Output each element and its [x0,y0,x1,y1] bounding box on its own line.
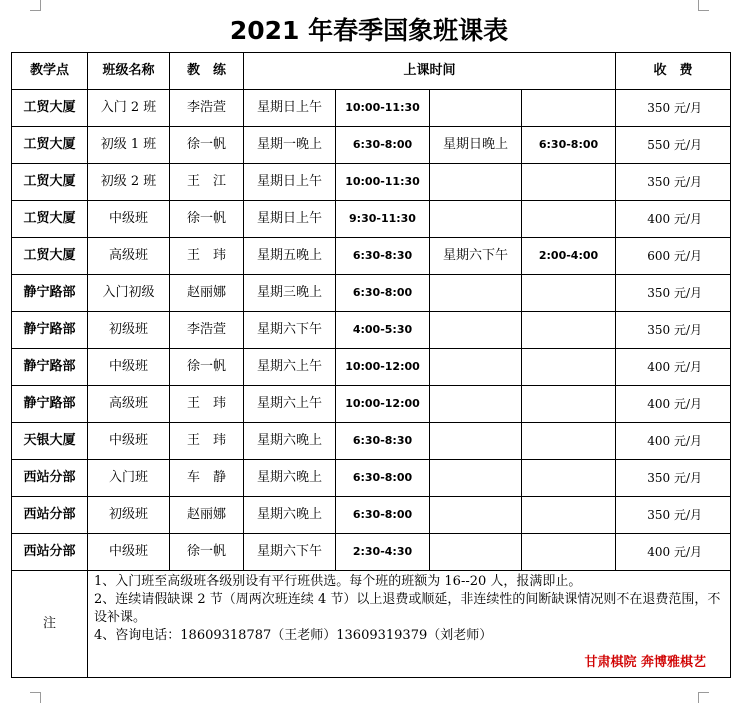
cell-day-1: 星期日上午 [244,90,336,127]
cell-class-name: 中级班 [88,201,170,238]
cell-time-1: 10:00-11:30 [336,164,430,201]
cell-day-1: 星期五晚上 [244,238,336,275]
cell-day-1: 星期六晚上 [244,497,336,534]
cell-time-1: 10:00-11:30 [336,90,430,127]
cell-coach: 王 江 [170,164,244,201]
page-corner-mark-top-right [698,0,709,11]
cell-day-1: 星期三晚上 [244,275,336,312]
cell-site: 工贸大厦 [12,238,88,275]
cell-time-1: 6:30-8:00 [336,275,430,312]
page-corner-mark-top-left [30,0,41,11]
cell-day-1: 星期六上午 [244,349,336,386]
table-row [12,423,731,460]
cell-class-name: 初级班 [88,312,170,349]
cell-site: 工贸大厦 [12,127,88,164]
cell-coach: 徐一帆 [170,349,244,386]
cell-coach: 王 玮 [170,386,244,423]
cell-time-2 [522,460,616,497]
cell-time-2 [522,275,616,312]
cell-day-2 [430,90,522,127]
cell-day-2 [430,460,522,497]
cell-time-2 [522,164,616,201]
cell-coach: 徐一帆 [170,534,244,571]
header-schedule: 上课时间 [244,53,616,90]
cell-site: 西站分部 [12,534,88,571]
table-row [12,90,731,127]
cell-coach: 徐一帆 [170,201,244,238]
cell-class-name: 入门班 [88,460,170,497]
header-site: 教学点 [12,53,88,90]
cell-class-name: 中级班 [88,534,170,571]
cell-time-1: 10:00-12:00 [336,349,430,386]
cell-class-name: 初级 1 班 [88,127,170,164]
cell-day-2 [430,423,522,460]
cell-coach: 王 玮 [170,423,244,460]
cell-time-2: 2:00-4:00 [522,238,616,275]
cell-coach: 徐一帆 [170,127,244,164]
cell-day-1: 星期六晚上 [244,423,336,460]
table-row [12,312,731,349]
cell-class-name: 入门 2 班 [88,90,170,127]
cell-fee: 400 元/月 [616,534,731,571]
cell-day-2 [430,349,522,386]
schedule-table [11,52,731,678]
cell-fee: 400 元/月 [616,423,731,460]
cell-site: 工贸大厦 [12,201,88,238]
cell-coach: 车 静 [170,460,244,497]
cell-day-1: 星期六下午 [244,312,336,349]
cell-fee: 400 元/月 [616,201,731,238]
table-row [12,460,731,497]
cell-fee: 400 元/月 [616,386,731,423]
table-row [12,497,731,534]
cell-day-2 [430,164,522,201]
cell-class-name: 中级班 [88,423,170,460]
cell-fee: 350 元/月 [616,460,731,497]
cell-class-name: 中级班 [88,349,170,386]
cell-site: 天银大厦 [12,423,88,460]
cell-time-1: 6:30-8:00 [336,460,430,497]
cell-site: 静宁路部 [12,312,88,349]
cell-time-2 [522,90,616,127]
cell-day-1: 星期日上午 [244,201,336,238]
cell-fee: 600 元/月 [616,238,731,275]
cell-time-2 [522,201,616,238]
notes-label: 注 [12,571,88,678]
cell-coach: 王 玮 [170,238,244,275]
table-row [12,349,731,386]
cell-fee: 350 元/月 [616,497,731,534]
cell-coach: 赵丽娜 [170,497,244,534]
cell-day-2 [430,201,522,238]
header-coach: 教 练 [170,53,244,90]
cell-time-1: 6:30-8:30 [336,423,430,460]
cell-time-2 [522,497,616,534]
cell-coach: 李浩萱 [170,90,244,127]
cell-time-1: 6:30-8:00 [336,497,430,534]
cell-site: 静宁路部 [12,349,88,386]
cell-site: 静宁路部 [12,275,88,312]
cell-day-1: 星期六上午 [244,386,336,423]
table-row [12,201,731,238]
cell-class-name: 高级班 [88,386,170,423]
cell-site: 工贸大厦 [12,164,88,201]
header-class-name: 班级名称 [88,53,170,90]
notes-row [12,571,731,678]
cell-fee: 550 元/月 [616,127,731,164]
cell-time-1: 10:00-12:00 [336,386,430,423]
cell-time-2 [522,312,616,349]
cell-site: 西站分部 [12,497,88,534]
cell-time-1: 6:30-8:30 [336,238,430,275]
cell-class-name: 入门初级 [88,275,170,312]
note-line-2: 2、连续请假缺课 2 节（周两次班连续 4 节）以上退费或顺延，非连续性的间断缺课情况则不在退费范围，不设补课。 [94,592,721,625]
cell-time-2 [522,534,616,571]
page-title: 2021 年春季国象班课表 [229,16,509,45]
cell-day-1: 星期六下午 [244,534,336,571]
cell-site: 静宁路部 [12,386,88,423]
cell-class-name: 初级班 [88,497,170,534]
table-row [12,238,731,275]
cell-fee: 350 元/月 [616,275,731,312]
cell-fee: 400 元/月 [616,349,731,386]
cell-time-2 [522,423,616,460]
note-line-1: 1、入门班至高级班各级别设有平行班供选。每个班的班额为 16--20 人，报满即止。 [94,574,582,589]
table-row [12,386,731,423]
cell-coach: 赵丽娜 [170,275,244,312]
page-corner-mark-bottom-right [698,692,709,703]
table-row [12,534,731,571]
cell-coach: 李浩萱 [170,312,244,349]
cell-day-2 [430,497,522,534]
cell-site: 工贸大厦 [12,90,88,127]
table-row [12,164,731,201]
slogan-text: 甘肃棋院 奔博雅棋艺 [584,655,707,670]
cell-time-1: 9:30-11:30 [336,201,430,238]
cell-time-2 [522,349,616,386]
cell-class-name: 初级 2 班 [88,164,170,201]
cell-class-name: 高级班 [88,238,170,275]
note-line-3: 4、咨询电话：18609318787（王老师）13609319379（刘老师） [94,628,493,643]
header-fee: 收 费 [616,53,731,90]
cell-day-1: 星期日上午 [244,164,336,201]
cell-day-1: 星期一晚上 [244,127,336,164]
table-row [12,275,731,312]
cell-time-1: 6:30-8:00 [336,127,430,164]
cell-day-2: 星期六下午 [430,238,522,275]
cell-fee: 350 元/月 [616,164,731,201]
notes-content [88,571,731,678]
cell-day-2: 星期日晚上 [430,127,522,164]
cell-site: 西站分部 [12,460,88,497]
cell-time-2: 6:30-8:00 [522,127,616,164]
table-header-row [12,53,731,90]
page-corner-mark-bottom-left [30,692,41,703]
cell-time-1: 2:30-4:30 [336,534,430,571]
cell-day-2 [430,386,522,423]
cell-day-1: 星期六晚上 [244,460,336,497]
cell-fee: 350 元/月 [616,90,731,127]
cell-day-2 [430,312,522,349]
table-row [12,127,731,164]
cell-day-2 [430,534,522,571]
cell-fee: 350 元/月 [616,312,731,349]
cell-time-1: 4:00-5:30 [336,312,430,349]
cell-time-2 [522,386,616,423]
cell-day-2 [430,275,522,312]
